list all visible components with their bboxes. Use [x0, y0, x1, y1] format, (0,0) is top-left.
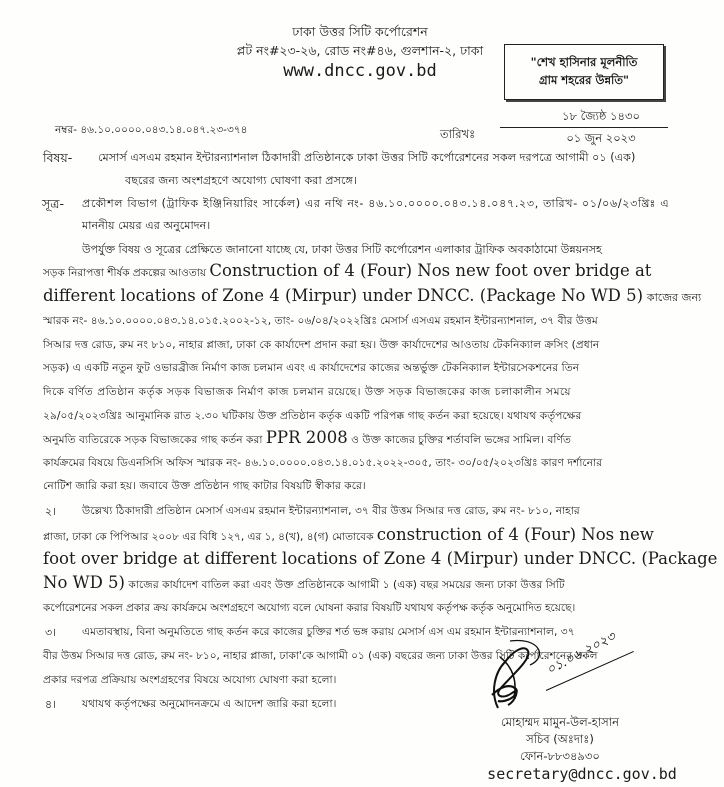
para1-line-8: ২৯/০৫/২০২৩খ্রিঃ আনুমানিক রাত ২.৩০ ঘটিকায় উক্ত প্রতিষ্ঠান কর্তৃক একটি পরিপক্ক গাছ কর্তন করা হয়েছে। যথাযথ কর্তৃপক্ষের: [43, 409, 582, 422]
para1-line-2-en: Construction of 4 (Four) Nos new foot over bridge at: [209, 261, 652, 280]
org-name: ঢাকা উত্তর সিটি কর্পোরেশন: [292, 24, 428, 39]
para3-line-2: বীর উত্তম সিআর দত্ত রোড, রুম নং- ৮১০, নাহার প্লাজা, ঢাকা'কে আগামী ০১ (এক) বছরের জন্য ঢাকা উত্তর সিটি কর্পোরেশনের সকল: [43, 650, 598, 662]
para1-line-9-bn2: ও উক্ত কাজের চুক্তির শর্তাবলি ভঙ্গের সামিল। বর্ণিত: [351, 433, 571, 446]
signature-date: ০১.০৬.২০২৩: [544, 629, 619, 679]
date-gregorian: ০১ জুন ২০২৩: [566, 131, 636, 145]
signatory-phone: ফোন-৮৮৩৪৯৩০: [520, 749, 600, 763]
subject-line-1: মেসার্স এসএম রহমান ইন্টারন্যাশনাল ঠিকাদারী প্রতিষ্ঠানকে ঢাকা উত্তর সিটি কর্পোরেশনের সকল দরপত্রে আগামী ০১ (এক): [98, 151, 636, 164]
slogan-box: [504, 44, 664, 100]
para2-line-5: কর্পোরেশনের সকল প্রকার ক্রয় কার্যক্রমে অংশগ্রহণে অযোগ্য বলে ঘোষনা করার বিষয়টি যথাযথ কর্তৃপক্ষ কর্তৃক অনুমোদিত হয়েছে।: [43, 602, 576, 614]
para2-line-3: [43, 551, 717, 568]
para2-line-4: [43, 575, 565, 593]
para2-line-2-en: construction of 4 (Four) Nos new: [376, 525, 654, 544]
date-bengali: ১৮ জ্যৈষ্ঠ ১৪৩০: [562, 109, 640, 123]
org-website: www.dncc.gov.bd: [283, 61, 437, 81]
para2-number: ২।: [45, 505, 57, 518]
para2-line-2-bn: প্লাজা, ঢাকা কে পিপিআর ২০০৮ এর বিধি ১২৭, এর ১, ৪(খ), ৪(গ) মোতাবেক: [43, 531, 374, 543]
para3-number: ৩।: [45, 626, 57, 639]
org-address: প্লট নং#২৩-২৬, রোড নং#৪৬, গুলশান-২, ঢাকা: [236, 43, 484, 58]
handwritten-signature: [470, 636, 550, 712]
slogan-line-2: গ্রাম শহরের উন্নতি": [539, 73, 629, 87]
para1-line-11: নোটিশ জারি করা হয়। জবাবে উক্ত প্রতিষ্ঠান গাছ কাটার বিষয়টি স্বীকার করে।: [43, 479, 366, 492]
para4-number: ৪।: [45, 698, 57, 711]
para3-line-3: প্রকার দরপত্র প্রক্রিয়ায় অংশগ্রহণের বিষয়ে অযোগ্য ঘোষণা করা হলো।: [43, 673, 337, 686]
para1-line-9-en: PPR 2008: [265, 428, 348, 447]
reference-line-1: প্রকৌশল বিভাগ (ট্রাফিক ইঞ্জিনিয়ারিং সার্কেল) এর নথি নং- ৪৬.১০.০০০০.০৪৩.১৪.০৪৭.২৩, তারিখ- ০১/০৬/২৩খ্রিঃ এ: [82, 197, 670, 210]
para1-line-5: সিআর দত্ত রোড, রুম নং ৮১০, নাহার প্লাজা, ঢাকা কে কার্যাদেশ প্রদান করা হয়। উক্ত কার্যাদেশের আওতায় টেকনিক্যাল ক্রসিং (প্রধান: [43, 338, 600, 351]
para2-line-4-bn: কাজের কার্যাদেশ বাতিল করা এবং উক্ত প্রতিষ্ঠানকে আগামী ১ (এক) বছর সময়ের জন্য ঢাকা উত্তর সিটি: [128, 578, 565, 591]
date-label: তারিখঃ: [440, 127, 476, 141]
para2-line-3-en: foot over bridge at different locations of Zone 4 (Mirpur) under DNCC. (Package: [43, 549, 718, 568]
signatory-name: মোহাম্মদ মামুন-উল-হাসান: [501, 715, 619, 729]
slogan-line-1: "শেখ হাসিনার মূলনীতি: [530, 55, 638, 69]
para2-line-4-en: No WD 5): [43, 573, 125, 592]
para1-line-10: কার্যক্রমের বিষয়ে ডিএনসিসি অফিস স্মারক নং- ৪৬.১০.০০০০.০৪৩.১৪.০১৫.২০২২-৩০৫, তাং- ৩০/০৫/২০২৩খ্রিঃ কারণ দর্শানোর: [43, 456, 603, 469]
para1-line-3-bn: কাজের জন্য: [646, 291, 702, 304]
para1-line-4: স্মারক নং- ৪৬.১০.০০০০.০৪৩.১৪.০১৫.২০০২-১২, তাং- ০৬/০৪/২০২২খ্রিঃ মেসার্স এসএম রহমান ইন্টারন্যাশনাল, ৩৭ বীর উত্তম: [43, 314, 598, 327]
subject-label: বিষয়-: [43, 150, 73, 165]
subject-line-2: বছরের জন্য অংশগ্রহণে অযোগ্য ঘোষণা করা প্রসঙ্গে।: [125, 174, 357, 187]
para1-line-2: [43, 263, 651, 281]
para1-line-3-en: different locations of Zone 4 (Mirpur) under DNCC. (Package No WD 5): [43, 286, 644, 305]
memo-number: নম্বর- ৪৬.১০.০০০০.০৪৩.১৪.০৪৭.২৩-৩৭৪: [55, 124, 248, 136]
para1-line-6: সড়ক) এ একটি নতুন ফুট ওভারব্রীজ নির্মাণ কাজ চলমান এবং এ কার্যাদেশের কাজের অন্তর্ভুক্ত টেকনিক্যাল ইন্টারসেকশনের তিন: [43, 361, 580, 374]
para4-line-1: যথাযথ কর্তৃপক্ষের অনুমোদনক্রমে এ আদেশ জারি করা হলো।: [82, 697, 337, 710]
signatory-email: secretary@dncc.gov.bd: [487, 765, 677, 783]
para1-line-9-bn1: অনুমতি ব্যতিরেকে সড়ক বিভাজকের গাছ কর্তন করা: [43, 433, 263, 446]
para2-line-1: উল্লেখ্য ঠিকাদারী প্রতিষ্ঠান মেসার্স এসএম রহমান ইন্টারন্যাশনাল, ৩৭ বীর উত্তম সিআর দত্ত রোড, রুম নং- ৮১০, নাহার: [82, 504, 580, 517]
para1-line-1: উপর্যুক্ত বিষয় ও সূত্রের প্রেক্ষিতে জানানো যাচ্ছে যে, ঢাকা উত্তর সিটি কর্পোরেশন এলাকার ট্রাফিক অবকাঠামো উন্নয়নসহ: [82, 243, 602, 256]
reference-label: সূত্র-: [42, 196, 64, 211]
para1-line-2-bn: সড়ক নিরাপত্তা শীর্ষক প্রকল্পের আওতায়: [43, 267, 207, 279]
para1-line-7: দিকে বর্ণিত প্রতিষ্ঠান কর্তৃক সড়ক বিভাজক নির্মাণ কাজ চলমান রয়েছে। উক্ত সড়ক বিভাজকের কাজ চলাকালীন সময়ে: [43, 385, 572, 398]
date-divider: [500, 127, 668, 128]
para3-line-1: এমতাবস্থায়, বিনা অনুমতিতে গাছ কর্তন করে কাজের চুক্তির শর্ত ভঙ্গ করায় মেসার্স এস এম রহমান ইন্টারন্যাশনাল, ৩৭: [82, 625, 575, 638]
para1-line-3: [43, 288, 701, 306]
reference-line-2: মাননীয় মেয়র এর অনুমোদন।: [82, 219, 211, 232]
para1-line-9: [43, 430, 571, 448]
signatory-title: সচিব (অঃদাঃ): [526, 732, 594, 746]
para2-line-2: [43, 527, 654, 545]
